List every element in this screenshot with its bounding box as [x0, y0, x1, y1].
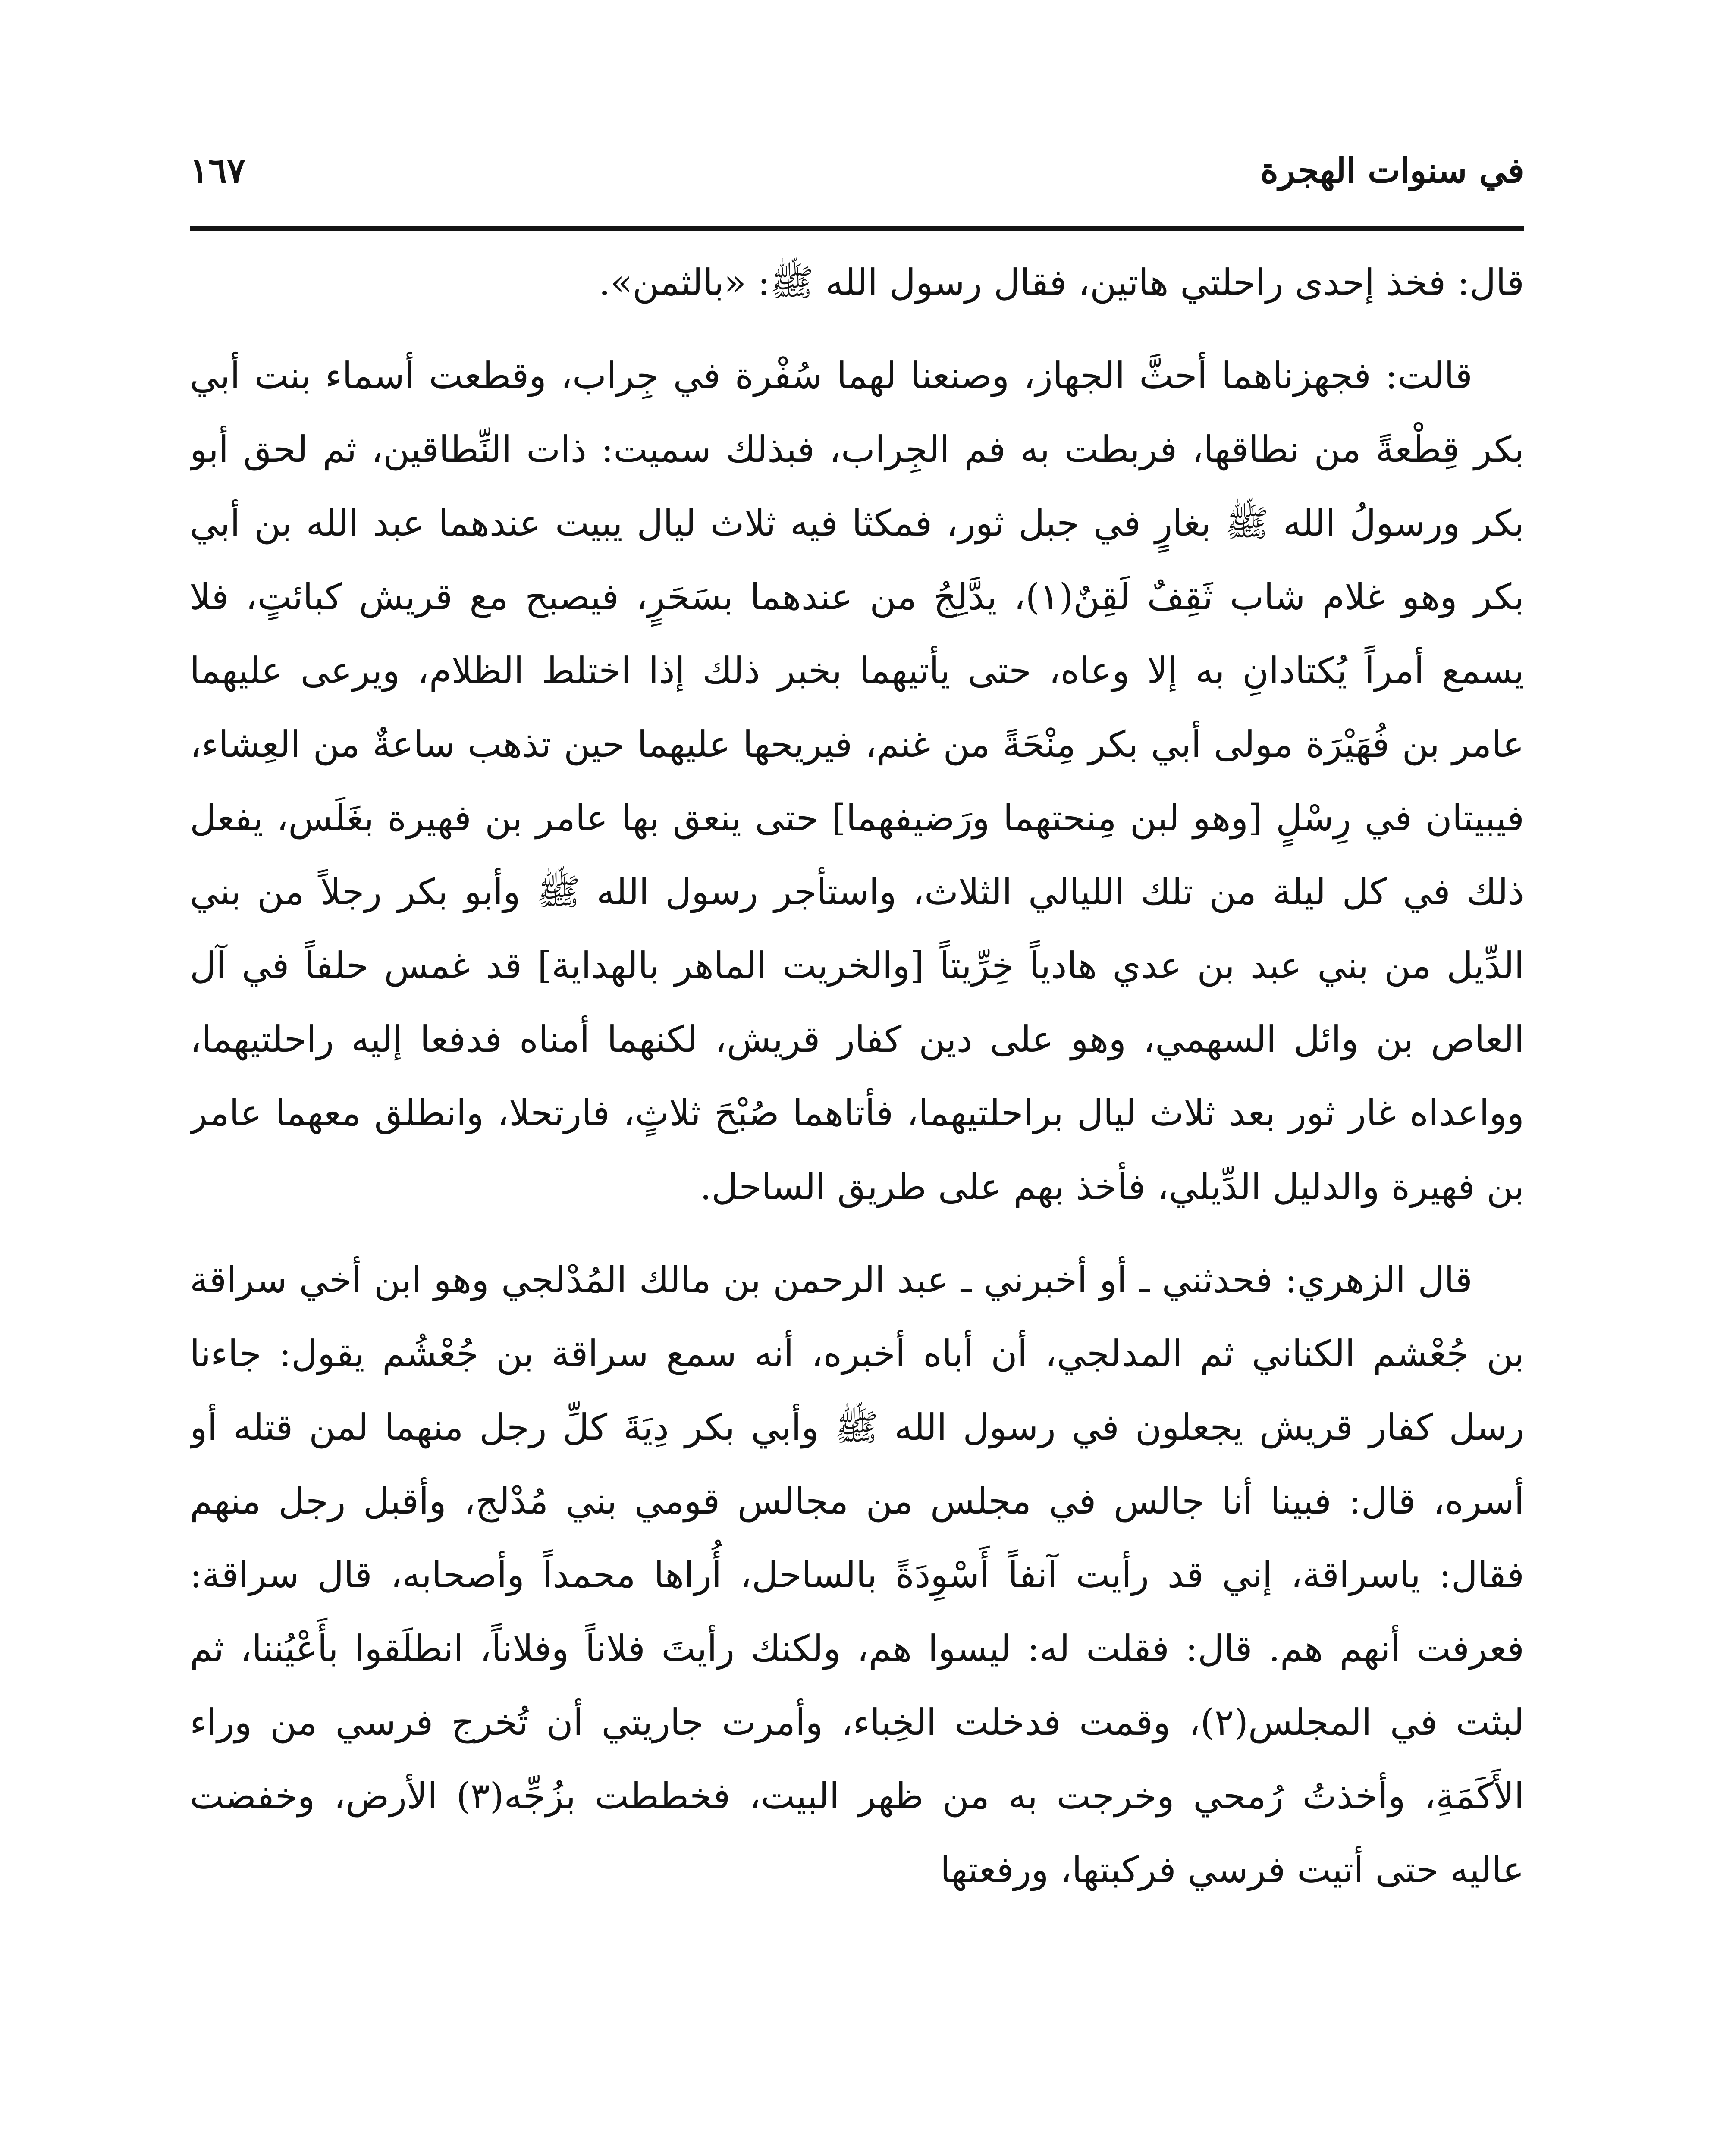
- paragraph-1: قال: فخذ إحدى راحلتي هاتين، فقال رسول الله ﷺ: «بالثمن».: [599, 261, 1524, 304]
- page-number: ١٦٧: [190, 150, 245, 191]
- paragraph-3: قال الزهري: فحدثني ـ أو أخبرني ـ عبد الرحمن بن مالك المُدْلجي وهو ابن أخي سراقة بن جُعْشم الكناني ثم المدلجي، أن أباه أخبره، أنه سمع سراقة بن جُعْشُم يقول: جاءنا رسل كفار قريش يجعلون في رسول الله ﷺ وأبي بكر دِيَةَ كلِّ رجل منهما لمن قتله أو أسره، قال: فبينا أنا جالس في مجلس من مجالس قومي بني مُدْلج، وأقبل رجل منهم فقال: ياسراقة، إني قد رأيت آنفاً أَسْوِدَةً بالساحل، أُراها محمداً وأصحابه، قال سراقة: فعرفت أنهم هم. قال: فقلت له: ليسوا هم، ولكنك رأيتَ فلاناً وفلاناً، انطلَقوا بأَعْيُننا، ثم لبثت في المجلس(٢)، وقمت فدخلت الخِباء، وأمرت جاريتي أن تُخرج فرسي من وراء الأَكَمَةِ، وأخذتُ رُمحي وخرجت به من ظهر البيت، فخططت بزُجِّه(٣) الأرض، وخفضت عاليه حتى أتيت فرسي فركبتها، ورفعتها: [190, 1259, 1524, 1891]
- header-rule: [190, 226, 1524, 231]
- paragraph-2: قالت: فجهزناهما أحثَّ الجهاز، وصنعنا لهما سُفْرة في جِراب، وقطعت أسماء بنت أبي بكر قِطْعةً من نطاقها، فربطت به فم الجِراب، فبذلك سميت: ذات النِّطاقين، ثم لحق أبو بكر ورسولُ الله ﷺ بغارٍ في جبل ثور، فمكثا فيه ثلاث ليال يبيت عندهما عبد الله بن أبي بكر وهو غلام شاب ثَقِفٌ لَقِنٌ(١)، يدَّلِجُ من عندهما بسَحَرٍ، فيصبح مع قريش كبائتٍ، فلا يسمع أمراً يُكتادانِ به إلا وعاه، حتى يأتيهما بخبر ذلك إذا اختلط الظلام، ويرعى عليهما عامر بن فُهَيْرَة مولى أبي بكر مِنْحَةً من غنم، فيريحها عليهما حين تذهب ساعةٌ من العِشاء، فيبيتان في رِسْلٍ [وهو لبن مِنحتهما ورَضيفهما] حتى ينعق بها عامر بن فهيرة بغَلَس، يفعل ذلك في كل ليلة من تلك الليالي الثلاث، واستأجر رسول الله ﷺ وأبو بكر رجلاً من بني الدِّيل من بني عبد بن عدي هادياً خِرِّيتاً [والخريت الماهر بالهداية] قد غمس حلفاً في آل العاص بن وائل السهمي، وهو على دين كفار قريش، لكنهما أمناه فدفعا إليه راحلتيهما، وواعداه غار ثور بعد ثلاث ليال براحلتيهما، فأتاهما صُبْحَ ثلاثٍ، فارتحلا، وانطلق معهما عامر بن فهيرة والدليل الدِّيلي، فأخذ بهم على طريق الساحل.: [190, 354, 1524, 1208]
- running-title: في سنوات الهجرة: [1260, 150, 1524, 191]
- page-header: [190, 138, 1524, 203]
- main-text: [190, 246, 1524, 2156]
